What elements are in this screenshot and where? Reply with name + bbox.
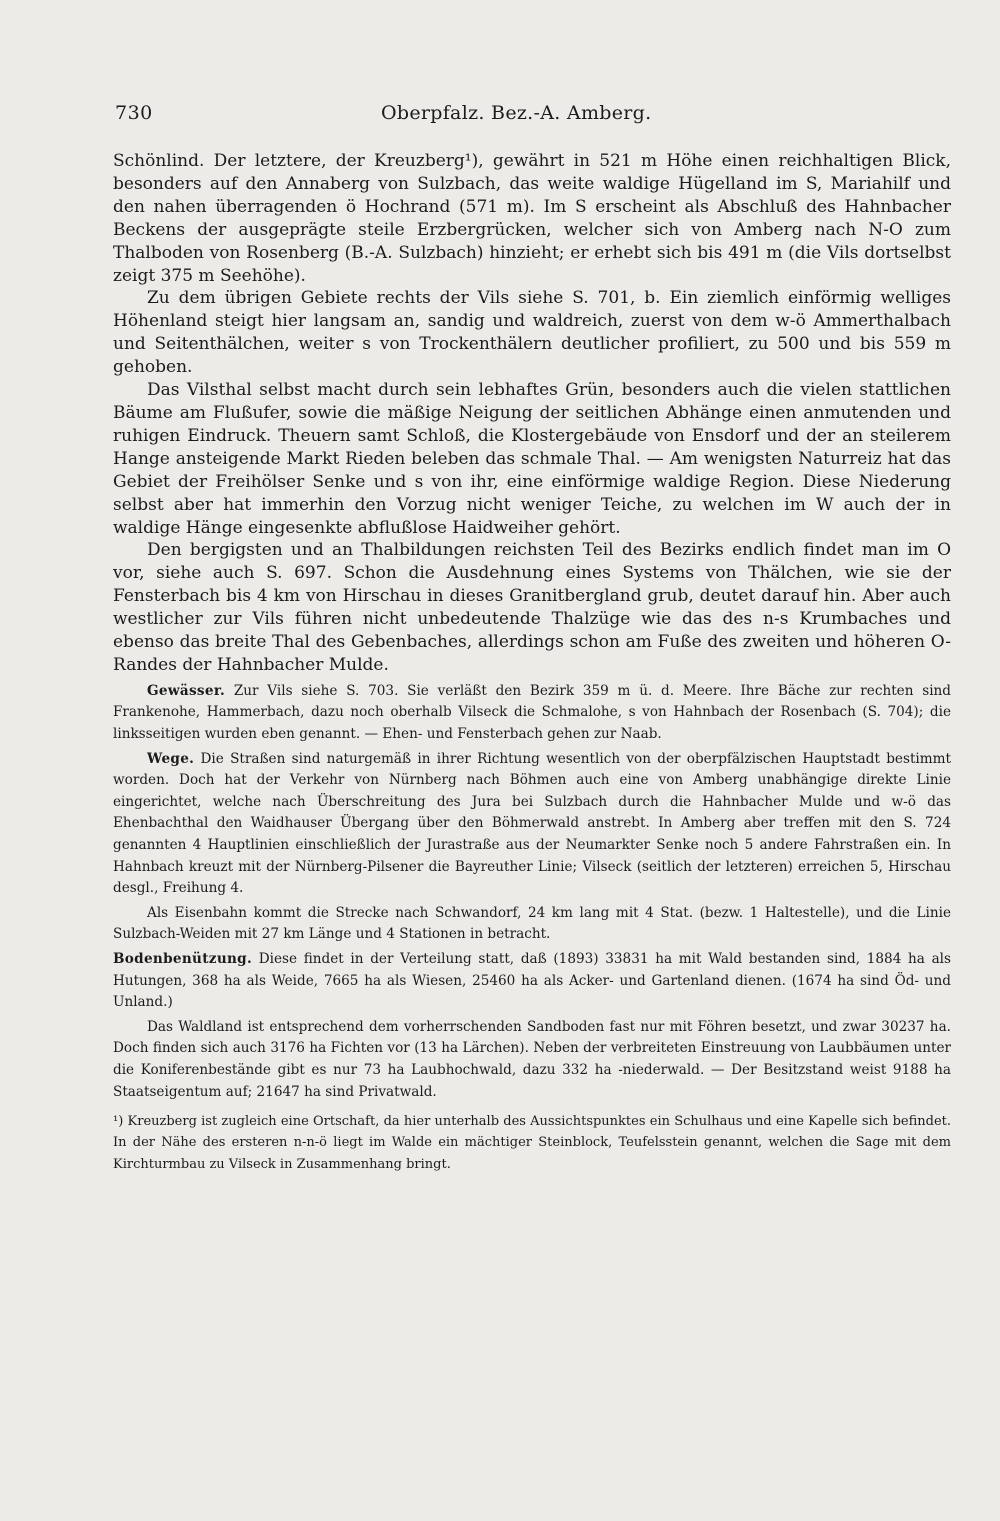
running-title: Oberpfalz. Bez.-A. Amberg.	[381, 102, 652, 124]
main-paragraphs	[113, 150, 951, 677]
section-text: Zur Vils siehe S. 703. Sie verläßt den Bezirk 359 m ü. d. Meere. Ihre Bäche zur rechten sind Frankenohe, Hammerbach, dazu noch oberhalb Vilseck die Schmalohe, s von Hahnbach der Rosenbach (S. 704); die linksseitigen wurden eben genannt. — Ehen- und Fensterbach gehen zur Naab.	[113, 682, 951, 743]
paragraph: Zu dem übrigen Gebiete rechts der Vils siehe S. 701, b. Ein ziemlich einförmig welliges Höhenland steigt hier langsam an, sandig und waldreich, zuerst von dem w-ö Ammerthalbach und Seitenthälchen, weiter s von Trockenthälern deutlicher profiliert, zu 500 und bis 559 m gehoben.	[113, 288, 951, 378]
section-gewaesser	[113, 681, 951, 746]
section-text: Als Eisenbahn kommt die Strecke nach Schwandorf, 24 km lang mit 4 Stat. (bezw. 1 Haltestelle), und die Linie Sulzbach-Weiden mit 27 km Länge und 4 Stationen in betracht.	[113, 904, 951, 943]
section-heading: Wege.	[147, 750, 195, 767]
section-heading: Bodenbenützung.	[113, 950, 253, 967]
section-text: Die Straßen sind naturgemäß in ihrer Richtung wesentlich von der oberpfälzischen Hauptstadt bestimmt worden. Doch hat der Verkehr von Nürnberg nach Böhmen auch eine von Amberg unabhängige direkte Linie eingerichtet, welche nach Überschreitung des Jura bei Sulzbach durch die Hahnbacher Mulde und w-ö das Ehenbachthal den Waidhauser Übergang über den Böhmerwald anstrebt. In Amberg aber treffen mit den S. 724 genannten 4 Hauptlinien einschließlich der Jurastraße aus der Neumarkter Senke noch 5 andere Fahrstraßen ein. In Hahnbach kreuzt mit der Nürnberg-Pilsener die Bayreuther Linie; Vilseck (seitlich der letzteren) erreichen 5, Hirschau desgl., Freihung 4.	[113, 750, 951, 897]
small-sections	[113, 681, 951, 1103]
footnote-text: ¹) Kreuzberg ist zugleich eine Ortschaft, da hier unterhalb des Aussichtspunktes ein Schulhaus und eine Kapelle sich befindet. In der Nähe des ersteren n-n-ö liegt im Walde ein mächtiger Steinblock, Teufelsstein genannt, welchen die Sage mit dem Kirchturmbau zu Vilseck in Zusammenhang bringt.	[113, 1114, 951, 1172]
section-text: Das Waldland ist entsprechend dem vorherrschenden Sandboden fast nur mit Föhren besetzt, und zwar 30237 ha. Doch finden sich auch 3176 ha Fichten vor (13 ha Lärchen). Neben der verbreiteten Einstreuung von Laubbäumen unter die Koniferenbestände gibt es nur 73 ha Laubhochwald, dazu 332 ha -niederwald. — Der Besitzstand weist 9188 ha Staatseigentum auf; 21647 ha sind Privatwald.	[113, 1018, 951, 1100]
section-heading: Gewässer.	[147, 682, 226, 699]
body-text	[113, 150, 951, 1175]
page-number: 730	[115, 102, 153, 124]
section-wege	[113, 749, 951, 900]
paragraph: Schönlind. Der letztere, der Kreuzberg¹), gewährt in 521 m Höhe einen reichhaltigen Blick, besonders auf den Annaberg von Sulzbach, das weite waldige Hügelland im S, Mariahilf und den nahen überragenden ö Hochrand (571 m). Im S erscheint als Abschluß des Hahnbacher Beckens der ausgeprägte steile Erzbergrücken, welcher sich von Amberg nach N-O zum Thalboden von Rosenberg (B.-A. Sulzbach) hinzieht; er erhebt sich bis 491 m (die Vils dortselbst zeigt 375 m Seehöhe).	[113, 151, 951, 286]
page-header	[113, 98, 951, 130]
paragraph: Den bergigsten und an Thalbildungen reichsten Teil des Bezirks endlich findet man im O vor, siehe auch S. 697. Schon die Ausdehnung eines Systems von Thälchen, wie sie der Fensterbach bis 4 km von Hirschau in dieses Granitbergland grub, deutet darauf hin. Aber auch westlicher zur Vils führen nicht unbedeutende Thalzüge wie das des n-s Krumbaches und ebenso das breite Thal des Gebenbaches, allerdings schon am Fuße des zweiten und höheren O-Randes der Hahnbacher Mulde.	[113, 540, 951, 675]
paragraph: Das Vilsthal selbst macht durch sein lebhaftes Grün, besonders auch die vielen stattlichen Bäume am Flußufer, sowie die mäßige Neigung der seitlichen Abhänge einen anmutenden und ruhigen Eindruck. Theuern samt Schloß, die Klostergebäude von Ensdorf und der an steilerem Hange ansteigende Markt Rieden beleben das schmale Thal. — Am wenigsten Naturreiz hat das Gebiet der Freihölser Senke und s von ihr, eine einförmige waldige Region. Diese Niederung selbst aber hat immerhin den Vorzug nicht weniger Teiche, zu welchen im W auch der in waldige Hänge eingesenkte abflußlose Haidweiher gehört.	[113, 380, 951, 538]
section-eisenbahn	[113, 903, 951, 946]
section-bodenbenuetzung	[113, 949, 951, 1014]
section-waldland	[113, 1017, 951, 1103]
footnote	[113, 1111, 951, 1175]
section-text: Diese findet in der Verteilung statt, daß (1893) 33831 ha mit Wald bestanden sind, 1884 ha als Hutungen, 368 ha als Weide, 7665 ha als Wiesen, 25460 ha als Acker- und Gartenland dienen. (1674 ha sind Öd- und Unland.)	[113, 950, 951, 1011]
